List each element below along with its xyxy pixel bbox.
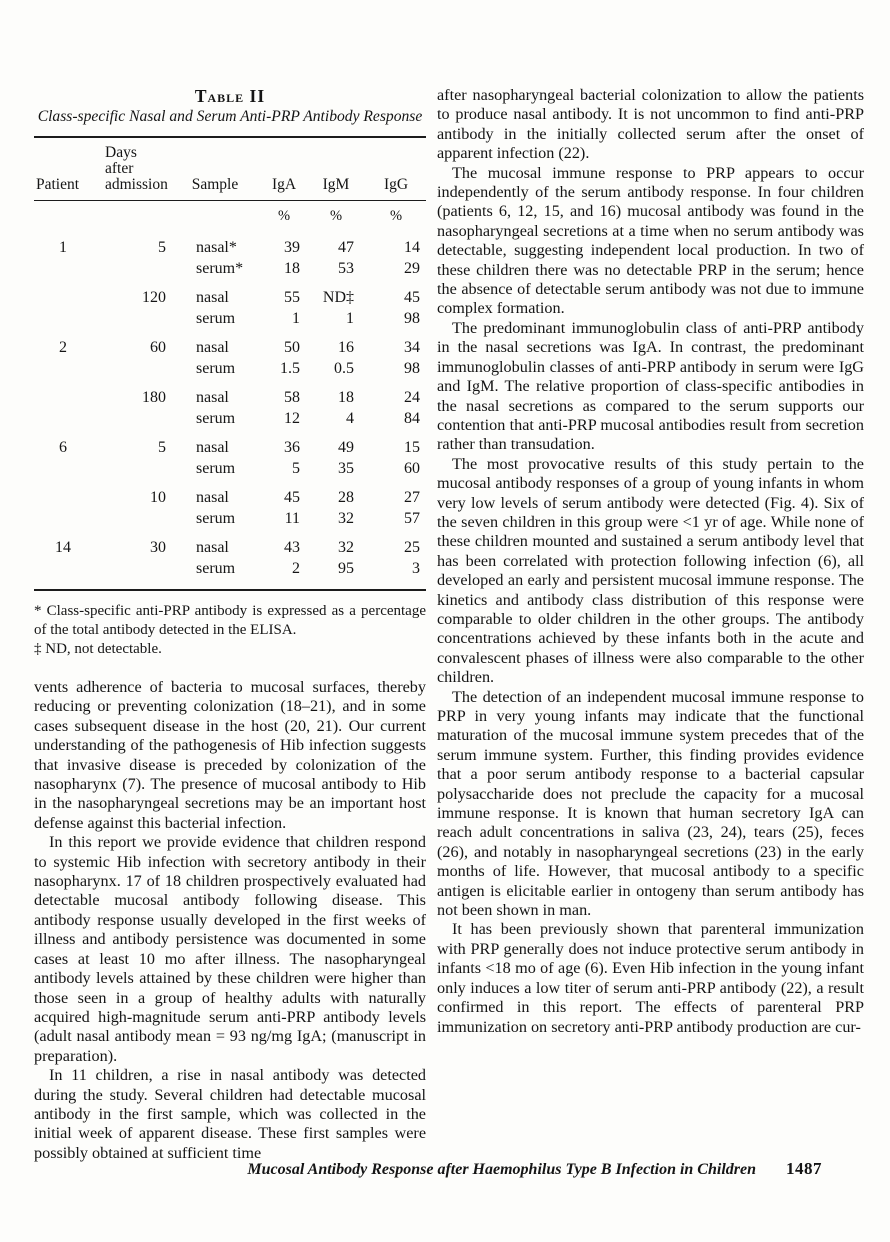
table-cell: 18 bbox=[284, 260, 300, 277]
right-column-text bbox=[437, 86, 864, 1037]
unit-cell: % bbox=[277, 208, 291, 224]
right-column bbox=[437, 86, 864, 1037]
table-cell: 84 bbox=[404, 410, 420, 427]
page-number: 1487 bbox=[786, 1159, 822, 1178]
table-cell: nasal bbox=[196, 339, 229, 356]
table-cell: 25 bbox=[404, 539, 420, 556]
table-cell: 15 bbox=[404, 439, 420, 456]
table-cell bbox=[34, 387, 92, 408]
table-cell: 34 bbox=[404, 339, 420, 356]
table-cell: 30 bbox=[150, 539, 166, 556]
unit-cell bbox=[34, 208, 92, 231]
unit-cell bbox=[168, 208, 262, 231]
table-cell bbox=[34, 408, 92, 429]
table-cell: 5 bbox=[292, 460, 300, 477]
table-body bbox=[34, 201, 426, 591]
table-row bbox=[34, 508, 426, 529]
table-row bbox=[34, 558, 426, 579]
paragraph: The mucosal immune response to PRP appears to occur independently of the serum antibody response. In four children (patients 6, 12, 15, and 16) mucosal antibody was found in the nasopharyngeal secretions at a time when no serum antibody was detectable, suggesting independent local production. In two of these children there was no detectable PRP in the serum; hence the absence of detectable serum antibody was not due to immune complex formation. bbox=[437, 163, 864, 318]
table-cell: 57 bbox=[404, 510, 420, 527]
table-row bbox=[34, 408, 426, 429]
table-cell: 24 bbox=[404, 389, 420, 406]
table-cell: 95 bbox=[338, 560, 354, 577]
table-row bbox=[34, 458, 426, 479]
running-title: Mucosal Antibody Response after Haemophilus Type B Infection in Children bbox=[247, 1161, 756, 1178]
table-cell bbox=[34, 358, 92, 379]
table-cell bbox=[34, 458, 92, 479]
table-cell bbox=[92, 558, 168, 579]
table-cell: 35 bbox=[338, 460, 354, 477]
table-cell bbox=[92, 508, 168, 529]
table-units-row bbox=[34, 201, 426, 231]
paragraph: In this report we provide evidence that children respond to systemic Hib infection with secretory antibody in their nasopharynx. 17 of 18 children prospectively evaluated had detectable mucosal antibody following disease. This antibody response usually developed in the first weeks of illness and antibody persistence was documented in some cases at least 10 mo after illness. The nasopharyngeal antibody levels attained by these children were higher than those seen in a group of healthy adults with naturally acquired high-magnitude serum anti-PRP antibody levels (adult nasal antibody mean = 93 ng/mg IgA; (manuscript in preparation). bbox=[34, 833, 426, 1065]
table-cell bbox=[92, 458, 168, 479]
table-cell bbox=[92, 258, 168, 279]
unit-cell bbox=[92, 208, 168, 231]
table-cell: 58 bbox=[284, 389, 300, 406]
table-cell: serum bbox=[196, 310, 236, 327]
table-2-block bbox=[34, 86, 426, 659]
column-header-igm: IgM bbox=[322, 176, 350, 193]
table-cell: 45 bbox=[404, 289, 420, 306]
table-row bbox=[34, 337, 426, 358]
table-cell bbox=[92, 408, 168, 429]
table-cell: nasal* bbox=[196, 239, 237, 256]
table-row bbox=[34, 287, 426, 308]
table-cell bbox=[92, 308, 168, 329]
table-caption: Class-specific Nasal and Serum Anti-PRP Antibody Response bbox=[37, 108, 423, 125]
table-cell: 1 bbox=[292, 310, 300, 327]
table-cell: 50 bbox=[284, 339, 300, 356]
table-footnote: * Class-specific anti-PRP antibody is expressed as a percentage of the total antibody detected in the ELISA. bbox=[34, 603, 426, 638]
table-cell: 32 bbox=[338, 510, 354, 527]
table-cell: 5 bbox=[158, 439, 166, 456]
column-header-patient: Patient bbox=[36, 176, 80, 193]
table-cell: 3 bbox=[412, 560, 420, 577]
table-cell: serum bbox=[196, 360, 236, 377]
table-cell: 32 bbox=[338, 539, 354, 556]
unit-cell: % bbox=[389, 208, 403, 224]
table-cell: 53 bbox=[338, 260, 354, 277]
table-cell: 39 bbox=[284, 239, 300, 256]
table-cell: 60 bbox=[404, 460, 420, 477]
table-cell: 49 bbox=[338, 439, 354, 456]
paragraph: It has been previously shown that parenteral immunization with PRP generally does not induce protective serum antibody in infants <18 mo of age (6). Even Hib infection in the young infant only induces a low titer of serum anti-PRP antibody (22), a result confirmed in this report. The effects of parenteral PRP immunization on secretory anti-PRP antibody production are cur- bbox=[437, 920, 864, 1036]
table-cell: 29 bbox=[404, 260, 420, 277]
table-cell bbox=[34, 287, 92, 308]
table-cell: 16 bbox=[338, 339, 354, 356]
column-header-igg: IgG bbox=[383, 176, 409, 193]
table-row bbox=[34, 308, 426, 329]
table-cell: 10 bbox=[150, 489, 166, 506]
paragraph: The most provocative results of this study pertain to the mucosal antibody responses of a group of young infants in whom very low levels of serum antibody were detected (Fig. 4). Six of the seven children in this group were <1 yr of age. While none of these children mounted and sustained a serum antibody level that has been correlated with protection following infection (6), all developed an early and persistent mucosal immune response. The kinetics and antibody class distribution of this response were comparable to older children in the other groups. The antibody concentrations achieved by these infants both in the acute and convalescent phases of illness were also comparable to the other children. bbox=[437, 454, 864, 687]
table-cell: 14 bbox=[404, 239, 420, 256]
table-cell bbox=[34, 308, 92, 329]
table-cell: 43 bbox=[284, 539, 300, 556]
table-cell: 2 bbox=[59, 339, 67, 356]
left-column-text bbox=[34, 678, 426, 1163]
table-cell: 2 bbox=[292, 560, 300, 577]
table-row bbox=[34, 537, 426, 558]
table-cell: nasal bbox=[196, 539, 229, 556]
table-cell: nasal bbox=[196, 439, 229, 456]
table-cell bbox=[34, 487, 92, 508]
table-cell: 1 bbox=[346, 310, 354, 327]
table-cell: 47 bbox=[338, 239, 354, 256]
table-cell: ND‡ bbox=[322, 289, 354, 306]
table-cell: 11 bbox=[284, 510, 300, 527]
paragraph: The detection of an independent mucosal immune response to PRP in very young infants may indicate that the functional maturation of the mucosal immune system precedes that of the serum immune system. Further, this finding provides evidence that a poor serum antibody response to a bacterial capsular polysaccharide does not preclude the capacity for a mucosal immune response. It is known that human secretory IgA can reach adult concentrations in saliva (23, 24), tears (25), feces (26), and notably in nasopharyngeal secretions (23) in the early months of life. However, that mucosal antibody to a specific antigen is elicitable earlier in ontogeny than serum antibody has not been shown in man. bbox=[437, 687, 864, 920]
table-cell: 28 bbox=[338, 489, 354, 506]
table-cell: 6 bbox=[59, 439, 67, 456]
table-cell: 5 bbox=[158, 239, 166, 256]
table-cell: 45 bbox=[284, 489, 300, 506]
table-cell: serum bbox=[196, 560, 236, 577]
table-cell: 36 bbox=[284, 439, 300, 456]
table-cell: 1.5 bbox=[280, 360, 300, 377]
table-cell: serum bbox=[196, 460, 236, 477]
table-cell bbox=[34, 258, 92, 279]
table-cell: nasal bbox=[196, 489, 229, 506]
page-footer bbox=[247, 1159, 822, 1179]
column-header-days-after-admission: Days after admission bbox=[105, 144, 168, 193]
table-header-row bbox=[34, 136, 426, 201]
table-cell: serum bbox=[196, 410, 236, 427]
table-cell bbox=[92, 358, 168, 379]
table-row bbox=[34, 487, 426, 508]
table-cell: 55 bbox=[284, 289, 300, 306]
column-header-sample: Sample bbox=[191, 176, 239, 193]
table-row bbox=[34, 237, 426, 258]
paragraph: The predominant immunoglobulin class of anti-PRP antibody in the nasal secretions was IgA. In contrast, the predominant immunoglobulin classes of anti-PRP antibody in serum were IgG and IgM. The relative proportion of class-specific antibodies in the nasal secretions as compared to the serum supports our contention that anti-PRP mucosal antibodies result from secretion rather than transudation. bbox=[437, 318, 864, 454]
table-cell: 1 bbox=[59, 239, 67, 256]
table-cell: 60 bbox=[150, 339, 166, 356]
table-cell: nasal bbox=[196, 289, 229, 306]
table-cell: serum* bbox=[196, 260, 244, 277]
table-cell: 98 bbox=[404, 310, 420, 327]
table-cell: 14 bbox=[55, 539, 71, 556]
table-cell: 98 bbox=[404, 360, 420, 377]
table-row bbox=[34, 437, 426, 458]
table-label: Table II bbox=[194, 86, 266, 106]
table-row bbox=[34, 258, 426, 279]
table-cell: 27 bbox=[404, 489, 420, 506]
table-row bbox=[34, 387, 426, 408]
table-cell: 180 bbox=[142, 389, 166, 406]
table-cell bbox=[34, 558, 92, 579]
table-rows bbox=[34, 237, 426, 579]
table-cell: 0.5 bbox=[334, 360, 354, 377]
unit-cell: % bbox=[329, 208, 343, 224]
table-cell: serum bbox=[196, 510, 236, 527]
left-column bbox=[34, 86, 426, 1163]
table-cell: 18 bbox=[338, 389, 354, 406]
paragraph: after nasopharyngeal bacterial colonization to allow the patients to produce nasal antibody. It is not uncommon to find anti-PRP antibody in the initially collected serum after the onset of apparent infection (22). bbox=[437, 86, 864, 163]
table-row bbox=[34, 358, 426, 379]
column-header-iga: IgA bbox=[271, 176, 297, 193]
table-footnotes bbox=[34, 602, 426, 659]
table-cell: 120 bbox=[142, 289, 166, 306]
paragraph: In 11 children, a rise in nasal antibody was detected during the study. Several children had detectable mucosal antibody in the first sample, which was collected in the initial week of apparent disease. These first samples were possibly obtained at sufficient time bbox=[34, 1066, 426, 1162]
paragraph: vents adherence of bacteria to mucosal surfaces, thereby reducing or preventing colonization (18–21), and in some cases subsequent disease in the host (20, 21). Our current understanding of the pathogenesis of Hib infection suggests that invasive disease is preceded by colonization of the nasopharynx (7). The presence of mucosal antibody to Hib in the nasopharyngeal secretions may be an important host defense against this bacterial infection. bbox=[34, 678, 426, 832]
table-cell: 12 bbox=[284, 410, 300, 427]
table-footnote: ‡ ND, not detectable. bbox=[34, 641, 162, 657]
table-cell bbox=[34, 508, 92, 529]
table-cell: nasal bbox=[196, 389, 229, 406]
table-cell: 4 bbox=[346, 410, 354, 427]
